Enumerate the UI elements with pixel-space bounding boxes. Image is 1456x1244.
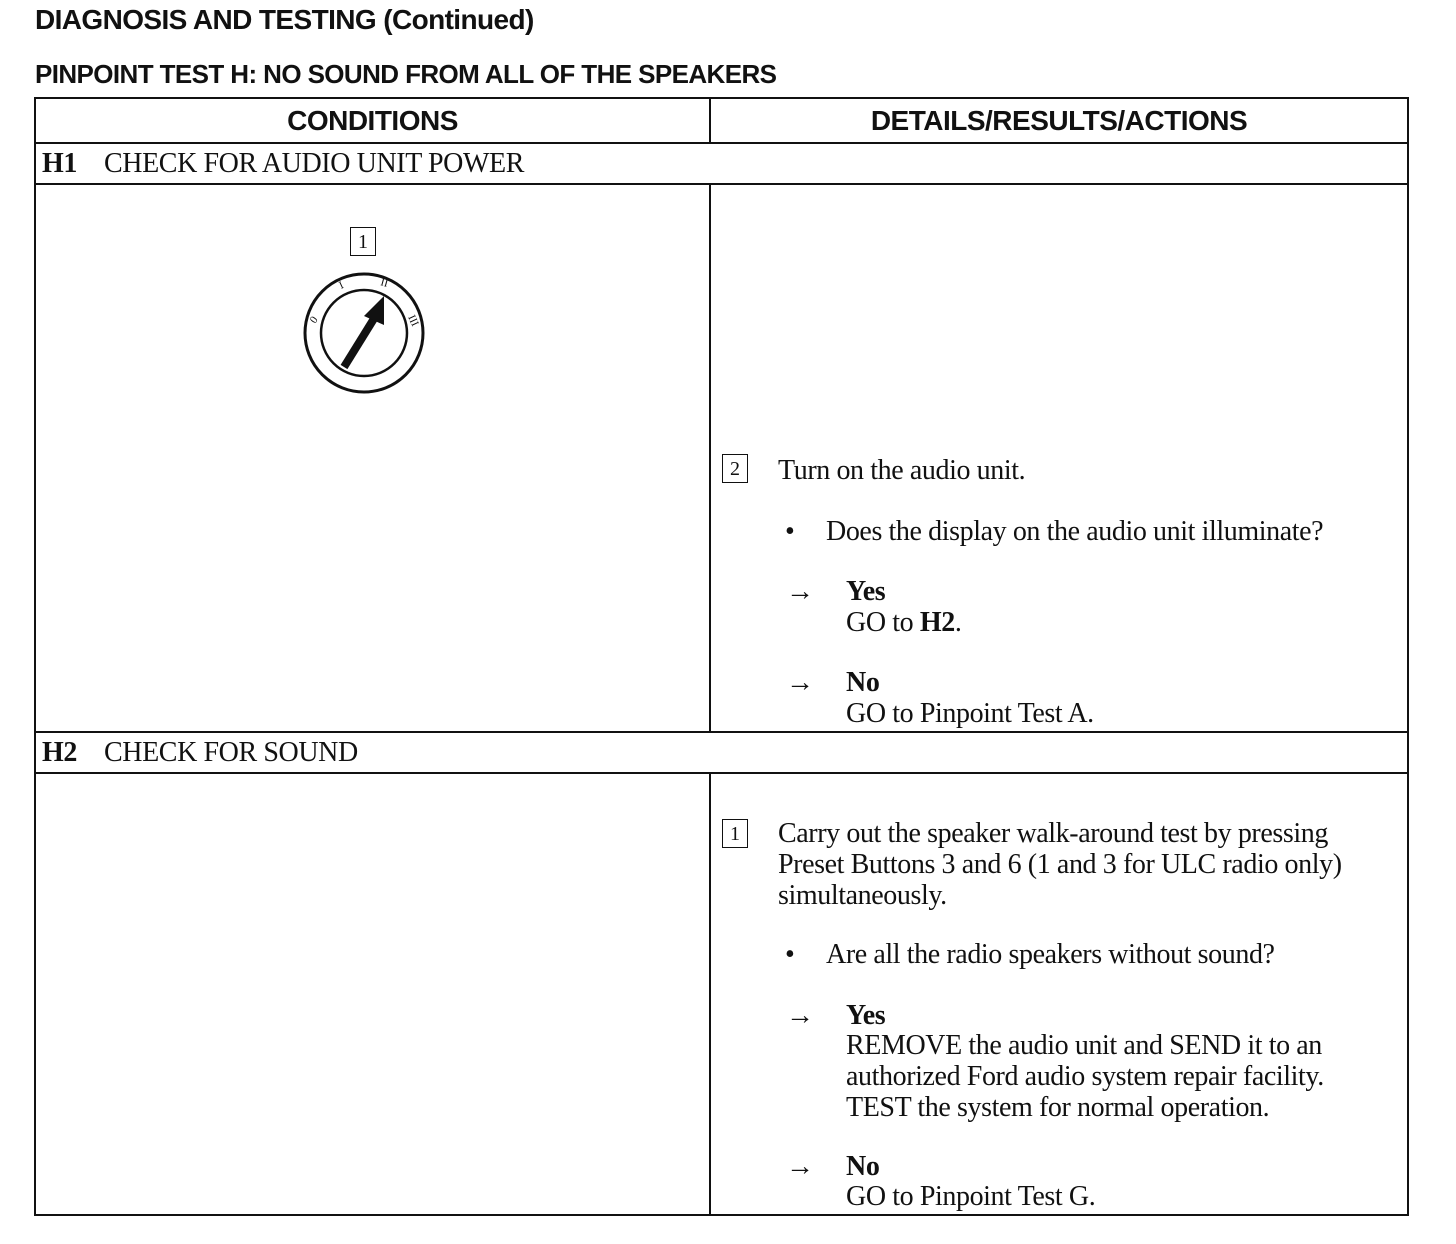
position-1-label: I [337,279,346,292]
action-number: 2 [722,454,748,483]
step-title: CHECK FOR AUDIO UNIT POWER [104,148,524,179]
step-id: H2 [42,737,77,768]
h2-column-divider [709,774,711,1216]
action-line: Preset Buttons 3 and 6 (1 and 3 for ULC radio only) [778,849,1342,880]
yes-arrow-icon: → [786,576,814,607]
pinpoint-test-table [34,97,1409,1216]
pinpoint-test-title: PINPOINT TEST H: NO SOUND FROM ALL OF THE SPEAKERS [35,59,777,89]
yes-result-line: TEST the system for normal operation. [846,1092,1270,1123]
action-line: Carry out the speaker walk-around test by pressing [778,818,1328,849]
yes-result-prefix: GO to [846,607,920,638]
yes-result-suffix: . [954,607,962,638]
step-h1-title-row [36,144,1407,184]
position-2-label: II [379,276,390,290]
no-arrow-icon: → [786,667,814,698]
no-result: GO to Pinpoint Test G. [846,1181,1096,1212]
yes-arrow-icon: → [786,1000,814,1031]
question-text: Does the display on the audio unit illuminate? [826,516,1324,547]
yes-result-line: authorized Ford audio system repair facility. [846,1061,1324,1092]
yes-result [846,607,961,638]
callout-number: 1 [350,227,376,256]
no-label: No [846,1151,880,1182]
position-0-label: 0 [307,314,321,326]
question-bullet: • [785,516,795,547]
question-text: Are all the radio speakers without sound? [826,939,1275,970]
no-arrow-icon: → [786,1151,814,1182]
conditions-header: CONDITIONS [287,105,458,136]
step-title: CHECK FOR SOUND [104,737,358,768]
no-label: No [846,667,880,698]
yes-result [846,1030,1324,1123]
no-result: GO to Pinpoint Test A. [846,698,1094,729]
action-line: simultaneously. [778,880,947,911]
yes-result-line: REMOVE the audio unit and SEND it to an [846,1030,1322,1061]
step-id: H1 [42,148,77,179]
yes-result-link[interactable]: H2 [919,607,955,638]
action-text: Turn on the audio unit. [778,455,1026,486]
step-h2-title-row [36,733,1407,773]
h1-column-divider [709,185,711,733]
ignition-switch-icon [298,267,428,397]
action-number: 1 [722,819,748,848]
action-text [778,818,1342,911]
yes-label: Yes [846,1000,886,1031]
question-bullet: • [785,939,795,970]
details-header: DETAILS/RESULTS/ACTIONS [870,105,1248,136]
yes-label: Yes [846,576,886,607]
page-heading: DIAGNOSIS AND TESTING (Continued) [35,4,534,35]
position-3-label: III [405,313,421,329]
